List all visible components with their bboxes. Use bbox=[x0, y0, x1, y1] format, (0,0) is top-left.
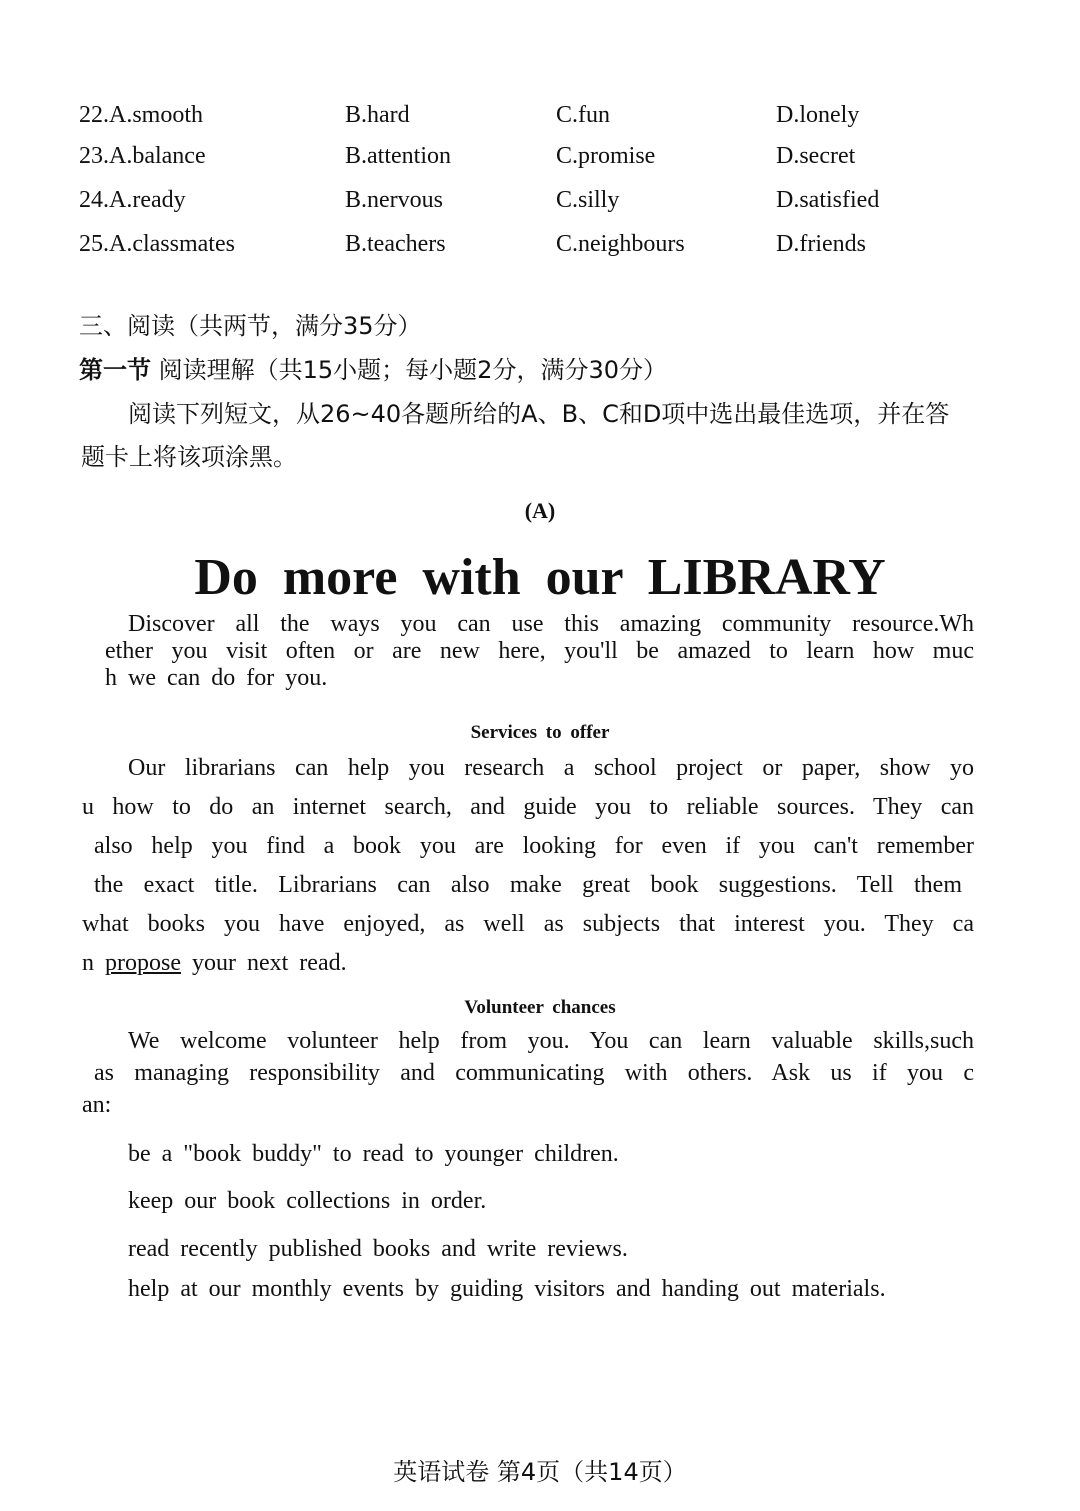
intro-line-3: h we can do for you. bbox=[105, 665, 328, 691]
intro-line-2: ether you visit often or are new here, you'll be amazed to learn how muc bbox=[105, 638, 974, 664]
option-25-b: B.teachers bbox=[345, 231, 446, 257]
option-24-c: C.silly bbox=[556, 187, 620, 213]
option-24-b: B.nervous bbox=[345, 187, 443, 213]
option-25-a: 25.A.classmates bbox=[79, 231, 235, 257]
services-line-6 bbox=[82, 950, 347, 977]
services-line-4: the exact title. Librarians can also make great book suggestions. Tell them bbox=[94, 872, 962, 898]
option-row-24 bbox=[79, 187, 999, 217]
option-24-a: 24.A.ready bbox=[79, 187, 186, 213]
instruction-line-1: 阅读下列短文，从26~40各题所给的A、B、C和D项中选出最佳选项，并在答 bbox=[128, 400, 950, 428]
option-23-c: C.promise bbox=[556, 143, 656, 169]
volunteer-line-1: We welcome volunteer help from you. You can learn valuable skills,such bbox=[128, 1028, 974, 1054]
option-23-d: D.secret bbox=[776, 143, 856, 169]
option-25-d: D.friends bbox=[776, 231, 866, 257]
part-label: 第一节 bbox=[79, 356, 151, 384]
instruction-line-2: 题卡上将该项涂黑。 bbox=[81, 443, 297, 471]
services-line-3: also help you find a book you are looking for even if you can't remember bbox=[94, 833, 974, 859]
services-line-5: what books you have enjoyed, as well as subjects that interest you. They ca bbox=[82, 911, 974, 937]
option-25-c: C.neighbours bbox=[556, 231, 685, 257]
services-line-2: u how to do an internet search, and guide you to reliable sources. They can bbox=[82, 794, 974, 820]
volunteer-line-2: as managing responsibility and communicating with others. Ask us if you c bbox=[94, 1060, 974, 1086]
volunteer-item: help at our monthly events by guiding visitors and handing out materials. bbox=[128, 1276, 886, 1302]
option-22-c: C.fun bbox=[556, 102, 610, 128]
services-line-6-suffix: your next read. bbox=[180, 950, 347, 976]
services-line-1: Our librarians can help you research a school project or paper, show yo bbox=[128, 755, 974, 781]
option-23-a: 23.A.balance bbox=[79, 143, 206, 169]
option-24-d: D.satisfied bbox=[776, 187, 880, 213]
volunteer-line-3: an: bbox=[82, 1092, 112, 1118]
volunteer-heading: Volunteer chances bbox=[464, 997, 616, 1018]
volunteer-item: keep our book collections in order. bbox=[128, 1188, 487, 1214]
part-description: 阅读理解（共15小题；每小题2分，满分30分） bbox=[158, 356, 667, 384]
passage-label: (A) bbox=[524, 498, 556, 523]
passage-title: Do more with our LIBRARY bbox=[194, 549, 886, 606]
part-heading bbox=[79, 350, 667, 385]
section-heading: 三、阅读（共两节，满分35分） bbox=[79, 312, 422, 340]
option-22-d: D.lonely bbox=[776, 102, 860, 128]
volunteer-item: read recently published books and write reviews. bbox=[128, 1236, 628, 1262]
option-22-a: 22.A.smooth bbox=[79, 102, 204, 128]
volunteer-item: be a "book buddy" to read to younger children. bbox=[128, 1141, 619, 1167]
option-22-b: B.hard bbox=[345, 102, 410, 128]
services-heading: Services to offer bbox=[470, 722, 610, 743]
option-row-22 bbox=[79, 102, 999, 132]
option-23-b: B.attention bbox=[345, 143, 451, 169]
intro-line-1: Discover all the ways you can use this amazing community resource.Wh bbox=[128, 611, 974, 637]
underlined-word-propose: propose bbox=[105, 950, 181, 976]
option-row-25 bbox=[79, 231, 999, 261]
page-footer: 英语试卷 第4页（共14页） bbox=[393, 1458, 687, 1486]
services-line-6-prefix: n bbox=[82, 950, 105, 976]
option-row-23 bbox=[79, 143, 999, 173]
